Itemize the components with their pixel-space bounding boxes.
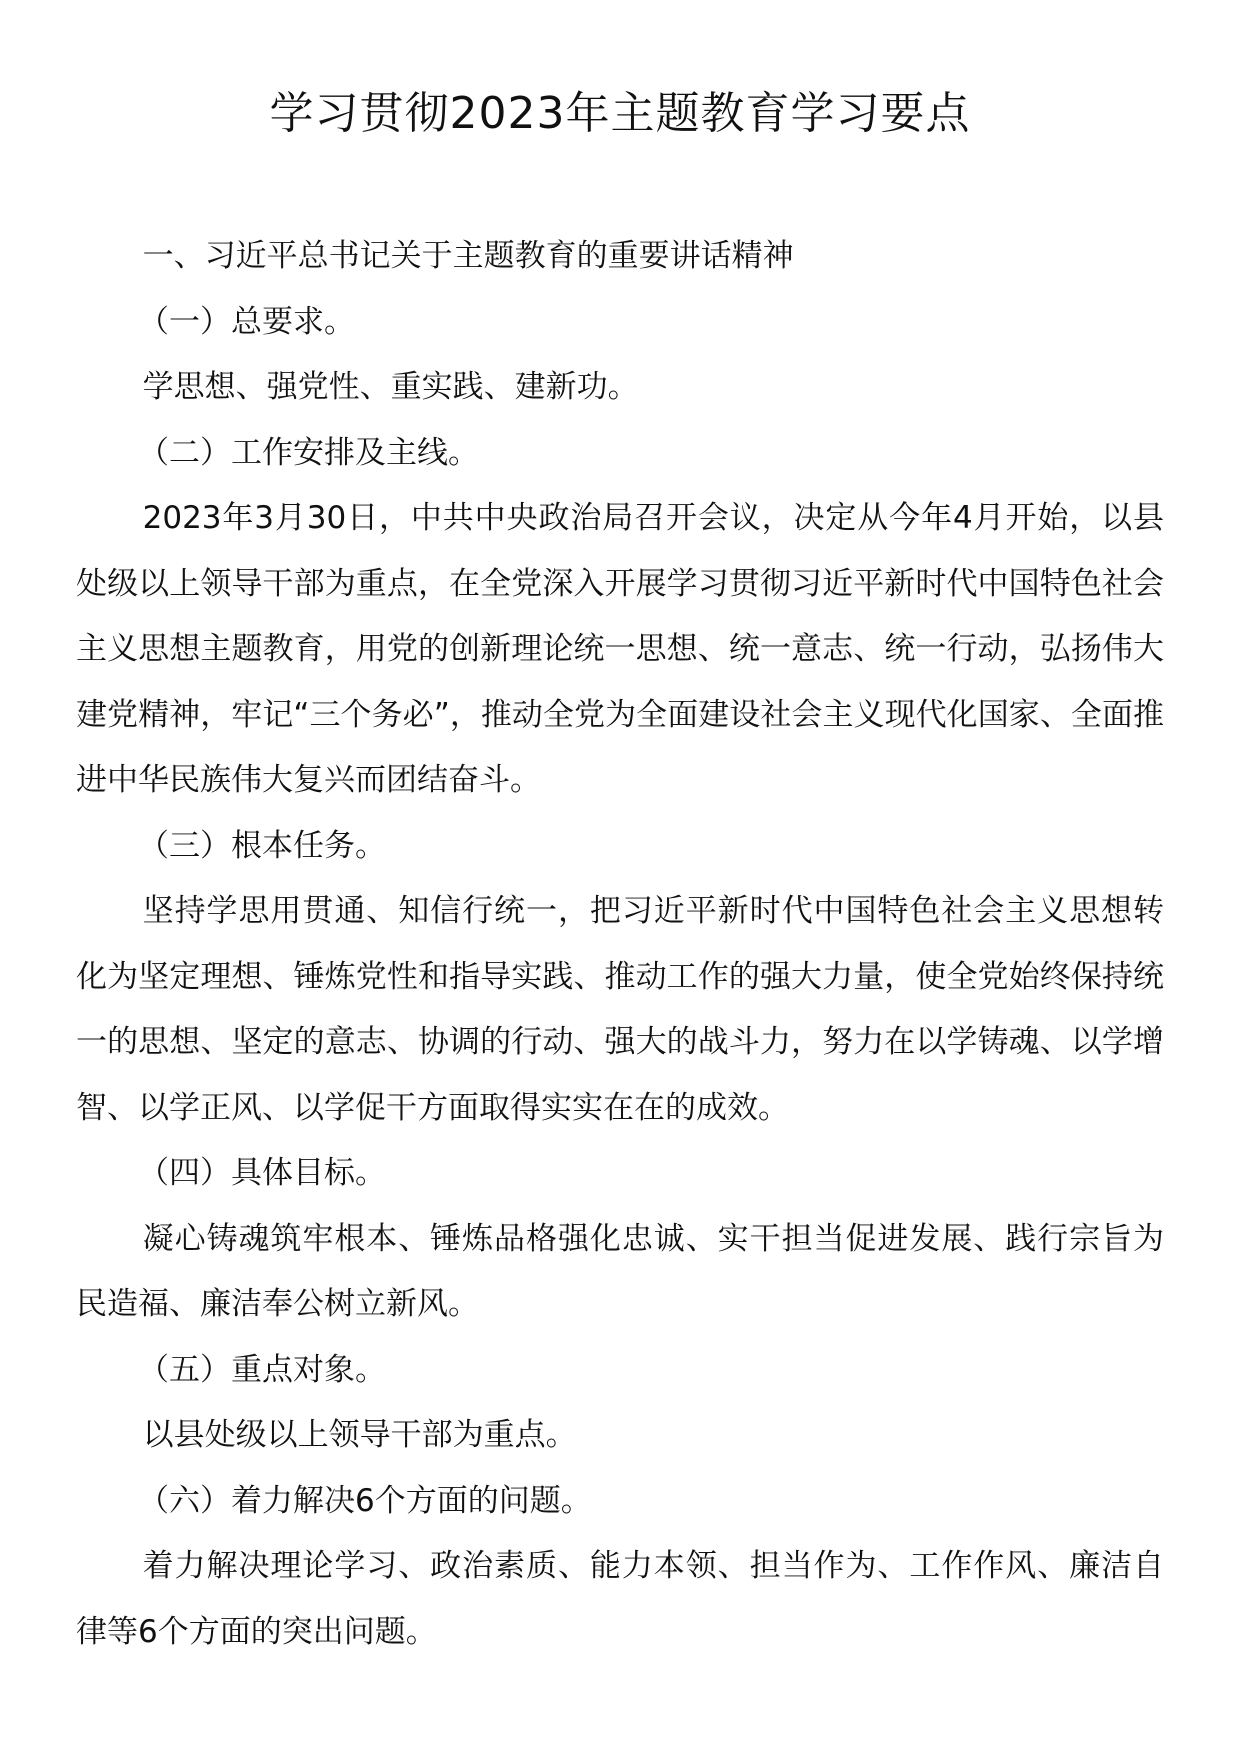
document-title: 学习贯彻2023年主题教育学习要点 <box>269 88 971 139</box>
subsection-heading: （一）总要求。 <box>138 303 355 340</box>
paragraph: 以县处级以上领导干部为重点。 <box>142 1417 577 1453</box>
paragraph: 着力解决理论学习、政治素质、能力本领、担当作为、工作作风、廉洁自律等6个方面的突出问题。 <box>76 1548 1164 1650</box>
document-body <box>76 224 1164 1665</box>
subsection-heading: （四）具体目标。 <box>138 1155 386 1191</box>
subsection-heading: （五）重点对象。 <box>138 1351 386 1388</box>
subsection-heading: （三）根本任务。 <box>138 827 386 864</box>
paragraph: 学思想、强党性、重实践、建新功。 <box>142 369 639 405</box>
section-heading: 一、习近平总书记关于主题教育的重要讲话精神 <box>142 238 794 274</box>
paragraph: 2023年3月30日，中共中央政治局召开会议，决定从今年4月开始，以县处级以上领导干部为重点，在全党深入开展学习贯彻习近平新时代中国特色社会主义思想主题教育，用党的创新理论统一思想、统一意志、统一行动，弘扬伟大建党精神，牢记“三个务必”，推动全党为全面建设社会主义现代化国家、全面推进中华民族伟大复兴而团结奋斗。 <box>76 500 1164 798</box>
subsection-heading: （六）着力解决6个方面的问题。 <box>138 1482 592 1519</box>
paragraph: 凝心铸魂筑牢根本、锤炼品格强化忠诚、实干担当促进发展、践行宗旨为民造福、廉洁奉公树立新风。 <box>76 1220 1164 1322</box>
paragraph: 坚持学思用贯通、知信行统一，把习近平新时代中国特色社会主义思想转化为坚定理想、锤炼党性和指导实践、推动工作的强大力量，使全党始终保持统一的思想、坚定的意志、协调的行动、强大的战斗力，努力在以学铸魂、以学增智、以学正风、以学促干方面取得实实在在的成效。 <box>76 893 1164 1126</box>
subsection-heading: （二）工作安排及主线。 <box>138 434 479 471</box>
